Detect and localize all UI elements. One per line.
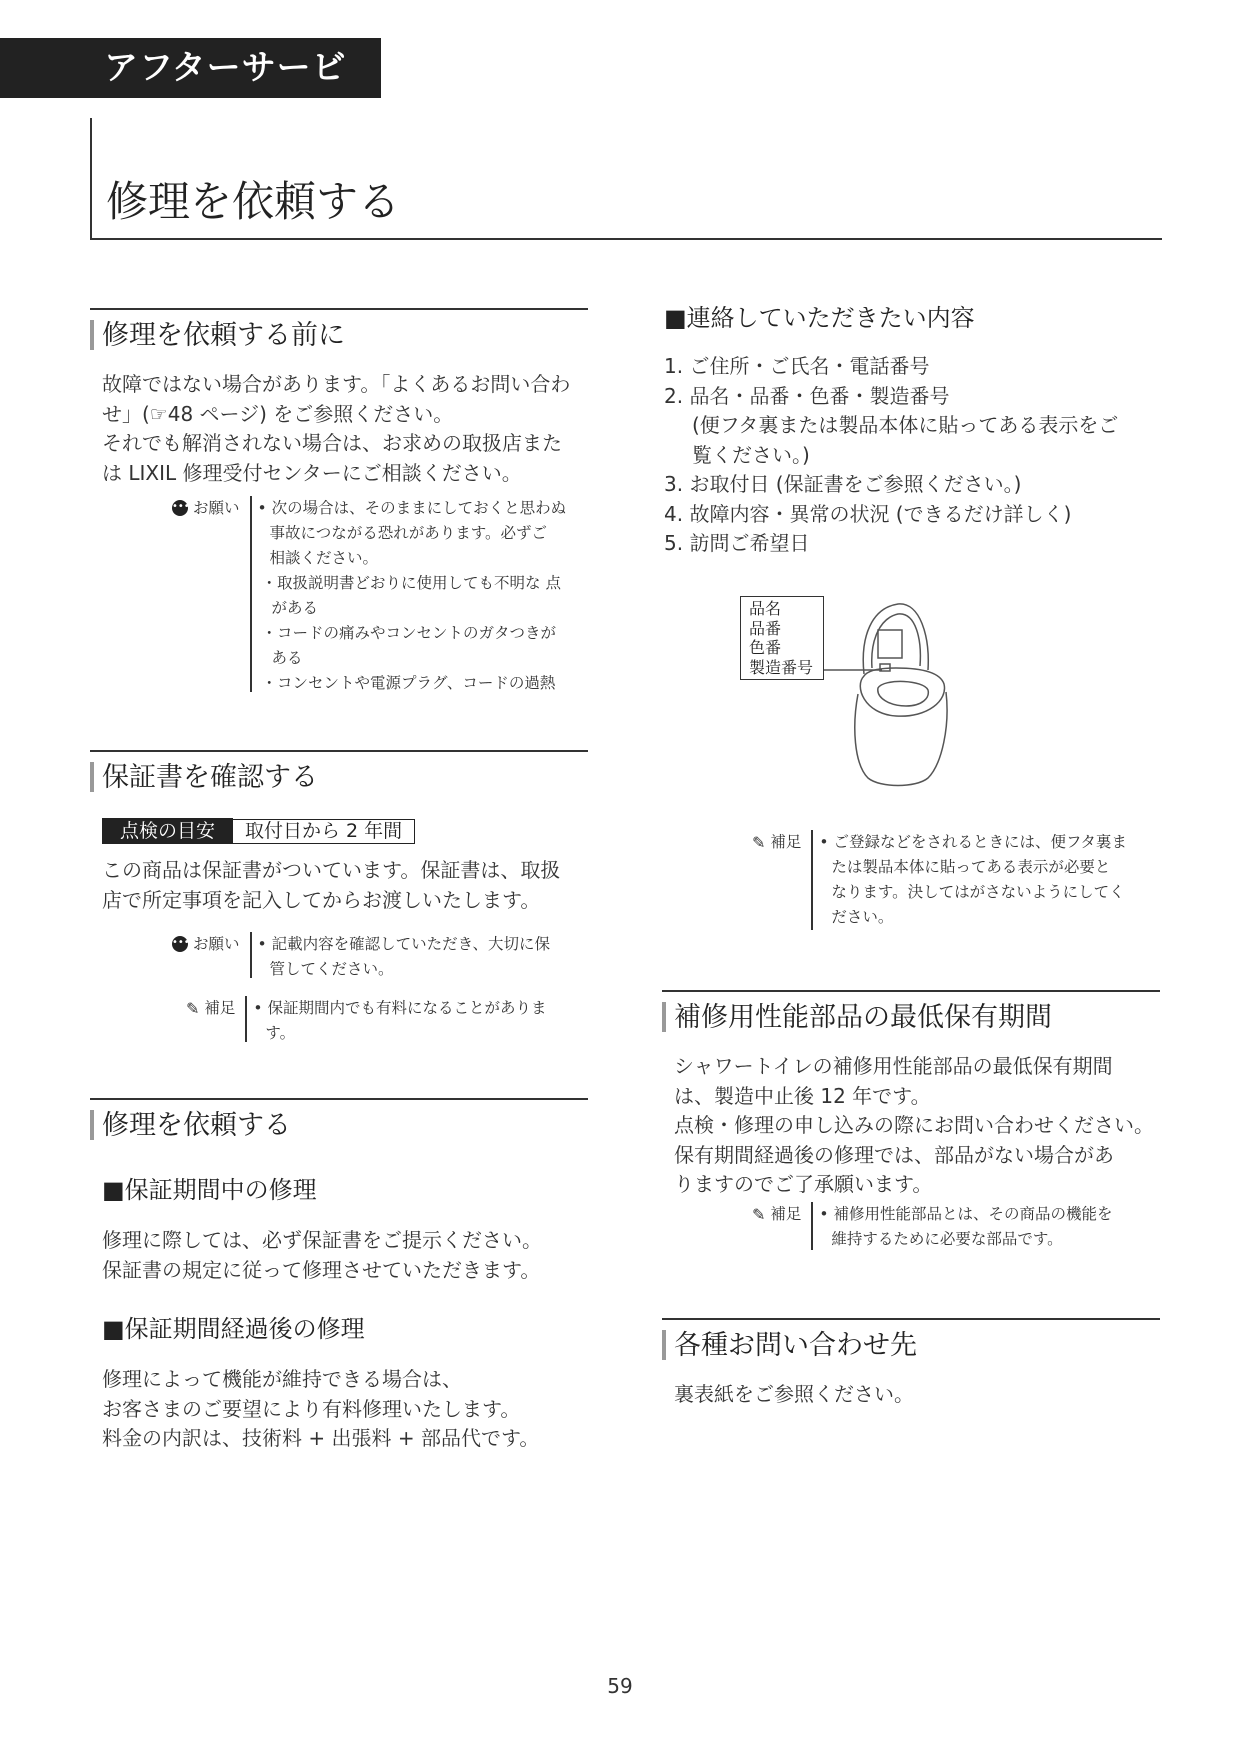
heading-warranty: 保証書を確認する xyxy=(102,762,318,793)
note-line: 事故につながる恐れがあります。必ずご xyxy=(269,524,547,542)
note-supplement-parts xyxy=(752,1202,1113,1252)
note-label: ✎ 補足 xyxy=(752,1202,811,1252)
note-divider xyxy=(250,496,252,692)
note-line: 相談ください。 xyxy=(269,549,379,567)
label-box-line: 色番 xyxy=(749,638,782,657)
heading-parts-retention: 補修用性能部品の最低保有期間 xyxy=(674,1002,1052,1033)
note-line: • ご登録などをされるときには、便フタ裏ま xyxy=(819,833,1127,851)
label-box-line: 品番 xyxy=(749,618,782,638)
note-sub-item: ・取扱説明書どおりに使用しても不明な 点がある xyxy=(261,574,561,617)
request-icon: ••• xyxy=(172,936,188,952)
note-label: ✎ 補足 xyxy=(186,996,245,1046)
request-icon: ••• xyxy=(172,500,188,516)
toilet-illustration xyxy=(824,596,984,796)
note-divider xyxy=(245,996,247,1042)
note-divider xyxy=(811,830,813,930)
list-item: 1. ご住所・ご氏名・電話番号 xyxy=(664,354,930,378)
after-warranty-text xyxy=(102,1365,588,1454)
inspection-badge xyxy=(90,818,588,844)
section-before-repair xyxy=(90,308,588,488)
text-line: お客さまのご要望により有料修理いたします。 xyxy=(102,1396,521,1421)
parts-retention-text xyxy=(662,1052,1160,1200)
text-line: 修理によって機能が維持できる場合は、 xyxy=(102,1367,462,1391)
text-line: 故障ではない場合があります。「よくあるお問い合わ xyxy=(102,372,571,396)
heading-bar xyxy=(662,1002,666,1032)
note-line: • 補修用性能部品とは、その商品の機能を xyxy=(819,1205,1113,1223)
note-request-warranty xyxy=(172,932,550,982)
contact-info-list xyxy=(664,352,1162,559)
text-line: 裏表紙をご参照ください。 xyxy=(674,1382,914,1406)
note-supplement-warranty xyxy=(186,996,547,1046)
note-line: 維持するために必要な部品です。 xyxy=(831,1230,1063,1248)
pencil-icon: ✎ xyxy=(186,999,200,1018)
note-line: • 次の場合は、そのままにしておくと思わぬ xyxy=(257,499,567,517)
subsection-in-warranty xyxy=(90,1174,588,1285)
text-line: それでも解消されない場合は、お求めの取扱店また xyxy=(102,431,562,455)
subheading-in-warranty: ■保証期間中の修理 xyxy=(102,1176,317,1204)
section-inquiries xyxy=(662,1318,1160,1410)
text-line: 店で所定事項を記入してからお渡しいたします。 xyxy=(102,887,541,912)
pencil-icon: ✎ xyxy=(752,1205,766,1224)
heading-bar xyxy=(90,320,94,350)
note-line: ださい。 xyxy=(831,908,894,926)
section-contact-info xyxy=(664,302,1162,559)
label-box-line: 製造番号 xyxy=(749,657,814,677)
heading-bar xyxy=(90,1110,94,1140)
subheading-after-warranty: ■保証期間経過後の修理 xyxy=(102,1315,365,1343)
text-line: 修理に際しては、必ず保証書をご提示ください。 xyxy=(102,1228,542,1252)
note-line: • 保証期間内でも有料になることがありま xyxy=(253,999,547,1017)
note-sub-item: ・コンセントや電源プラグ、コードの過熱 xyxy=(261,674,556,692)
text-line: 保証書の規定に従って修理させていただきます。 xyxy=(102,1257,541,1282)
heading-bar xyxy=(90,762,94,792)
section-parts-retention xyxy=(662,990,1160,1200)
heading-before-repair: 修理を依頼する前に xyxy=(102,320,345,351)
label-box xyxy=(740,596,824,680)
text-line: は、製造中止後 12 年です。 xyxy=(674,1083,931,1108)
text-line: せ」(☞48 ページ) をご参照ください。 xyxy=(102,401,454,426)
text-line: シャワートイレの補修用性能部品の最低保有期間 xyxy=(674,1054,1113,1078)
text-line: 料金の内訳は、技術料 + 出張料 + 部品代です。 xyxy=(102,1426,540,1450)
section-heading xyxy=(90,1098,588,1146)
note-label: ••• お願い xyxy=(172,499,240,517)
list-item-continuation: 覧ください。) xyxy=(692,442,810,467)
note-content xyxy=(258,496,567,696)
heading-inquiries: 各種お問い合わせ先 xyxy=(674,1330,917,1361)
badge-label: 点検の目安 xyxy=(102,818,233,844)
list-item: 2. 品名・品番・色番・製造番号 xyxy=(664,383,950,408)
note-line: す。 xyxy=(265,1024,296,1042)
list-item: 5. 訪問ご希望日 xyxy=(664,531,810,555)
title-rule-horizontal xyxy=(90,238,1162,240)
section-tag: アフターサービス xyxy=(0,38,381,98)
section-heading xyxy=(662,1318,1160,1366)
pencil-icon: ✎ xyxy=(752,833,766,852)
note-line: たは製品本体に貼ってある表示が必要と xyxy=(831,858,1111,876)
note-label: ••• お願い xyxy=(172,935,240,953)
page-title: 修理を依頼する xyxy=(106,177,401,226)
title-rule-vertical xyxy=(90,118,92,238)
heading-repair-request: 修理を依頼する xyxy=(102,1110,291,1141)
note-label: ✎ 補足 xyxy=(752,830,811,930)
badge-value: 取付日から 2 年間 xyxy=(233,819,415,844)
note-supplement-contact xyxy=(752,830,1127,930)
list-item: 4. 故障内容・異常の状況 (できるだけ詳しく) xyxy=(664,501,1072,526)
note-divider xyxy=(250,932,252,978)
subheading-contact-info: ■連絡していただきたい内容 xyxy=(664,304,975,332)
section-heading xyxy=(90,308,588,356)
note-content xyxy=(819,830,1127,930)
note-request-before xyxy=(172,496,566,696)
before-repair-text xyxy=(90,370,588,488)
text-line: この商品は保証書がついています。保証書は、取扱 xyxy=(102,858,561,882)
text-line: は LIXIL 修理受付センターにご相談ください。 xyxy=(102,460,522,485)
note-line: • 記載内容を確認していただき、大切に保 xyxy=(257,935,550,953)
note-line: 管してください。 xyxy=(269,960,394,978)
text-line: 保有期間経過後の修理では、部品がない場合があ xyxy=(674,1142,1114,1167)
text-line: りますのでご了承願います。 xyxy=(674,1172,933,1196)
page-number: 59 xyxy=(607,1674,633,1698)
label-box-line: 品名 xyxy=(749,599,782,618)
text-line: 点検・修理の申し込みの際にお問い合わせください。 xyxy=(674,1113,1154,1137)
warranty-text xyxy=(90,856,588,915)
note-content xyxy=(819,1202,1112,1252)
note-line: なります。決してはがさないようにしてく xyxy=(831,883,1125,901)
section-heading xyxy=(90,750,588,798)
heading-bar xyxy=(662,1330,666,1360)
note-content xyxy=(253,996,546,1046)
section-warranty xyxy=(90,750,588,915)
inquiries-text xyxy=(662,1380,1160,1410)
section-repair-request xyxy=(90,1098,588,1454)
note-sub-item: ・コードの痛みやコンセントのガタつきが ある xyxy=(261,624,557,667)
note-content xyxy=(258,932,550,982)
note-divider xyxy=(811,1202,813,1250)
list-item: 3. お取付日 (保証書をご参照ください。) xyxy=(664,472,1022,496)
subsection-after-warranty xyxy=(90,1313,588,1454)
in-warranty-text xyxy=(102,1226,588,1285)
list-item-continuation: (便フタ裏または製品本体に貼ってある表示をご xyxy=(692,413,1119,437)
section-heading xyxy=(662,990,1160,1038)
